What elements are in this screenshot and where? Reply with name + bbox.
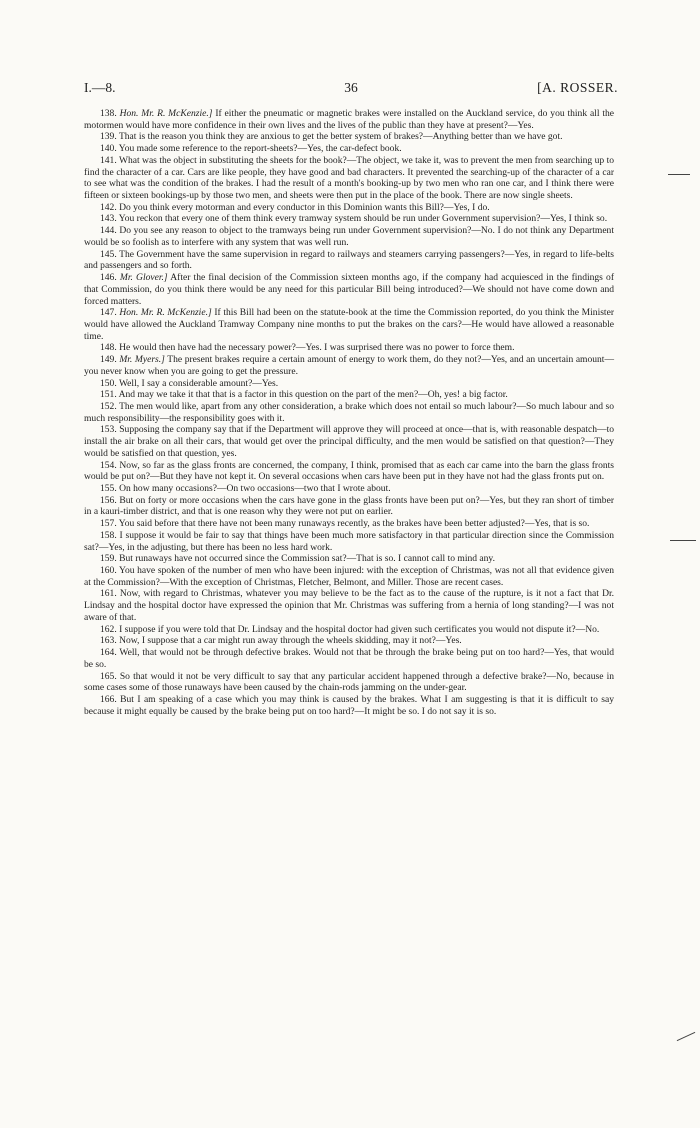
question-paragraph xyxy=(84,307,614,342)
question-text: Now, so far as the glass fronts are concerned, the company, I think, promised that as each car came into the barn the glass fronts would be put on?—But they have not kept it. On several occasions when cars have been put in they have not had the glass fronts put on. xyxy=(84,459,615,483)
question-text: But runaways have not occurred since the Commission sat?—That is so. I cannot call to mind any. xyxy=(119,553,495,565)
question-text: After the final decision of the Commission sixteen months ago, if the company had acquiesced in the findings of that Commission, do you think there would be any need for this particular Bill being introduced?—We should not have come down and forced matters. xyxy=(84,272,615,307)
question-text: The present brakes require a certain amount of energy to work them, do they not?—Yes, and an uncertain amount—you never know when you are going to get the pressure. xyxy=(84,354,614,377)
question-paragraph xyxy=(84,202,614,214)
question-paragraph xyxy=(84,483,614,495)
speaker-name: Mr. Myers.] xyxy=(119,354,165,366)
question-number: 164. xyxy=(100,647,117,659)
question-text: Supposing the company say that if the Department will approve they will proceed at once—that is, with reasonable despatch—to install the air brake on all their cars, that would get over the principal difficulty, and the men would be satisfied on that question?—They would be satisfied on that question, yes. xyxy=(84,424,615,459)
question-number: 139. xyxy=(100,131,117,143)
question-number: 156. xyxy=(100,494,117,506)
question-number: 160. xyxy=(100,565,117,577)
question-paragraph xyxy=(84,225,614,248)
question-text: But I am speaking of a case which you may think is caused by the brakes. What I am suggesting is that it is difficult to say because it might equally be caused by the brake being put on too hard?—It might be so. I do not say it is so. xyxy=(84,693,614,717)
question-paragraph xyxy=(84,213,614,225)
question-paragraph xyxy=(84,565,614,588)
question-number: 163. xyxy=(100,635,117,647)
question-number: 153. xyxy=(100,424,117,436)
question-text: The Government have the same supervision in regard to railways and steamers carrying passengers?—Yes, in regard to life-belts and passengers and so forth. xyxy=(84,248,614,272)
speaker-name: Hon. Mr. R. McKenzie.] xyxy=(119,307,212,319)
question-number: 155. xyxy=(100,483,117,494)
question-number: 150. xyxy=(100,377,117,389)
question-paragraph xyxy=(84,553,614,565)
question-number: 145. xyxy=(100,248,117,260)
question-paragraph xyxy=(84,272,614,307)
question-paragraph xyxy=(84,671,614,694)
question-paragraph xyxy=(84,143,614,155)
question-text: Well, I say a considerable amount?—Yes. xyxy=(118,377,279,389)
question-number: 151. xyxy=(100,389,117,401)
question-number: 152. xyxy=(100,400,117,412)
question-number: 144. xyxy=(100,225,117,237)
question-number: 143. xyxy=(100,213,117,225)
question-number: 138. xyxy=(100,108,117,119)
question-paragraph xyxy=(84,647,614,670)
question-text: If this Bill had been on the statute-book at the time the Commission reported, do you think the Minister would have allowed the Auckland Tramway Company nine months to put the brakes on the cars?—He would have allowed a reasonable time. xyxy=(84,307,615,342)
transcript-body xyxy=(84,108,614,717)
question-text: So that would it not be very difficult to say that any particular accident happened through a defective brake?—No, because in some cases some of those runaways have been caused by the chain-rods jamming on the under-gear. xyxy=(84,670,615,694)
question-text: He would then have had the necessary power?—Yes. I was surprised there was no power to force them. xyxy=(119,342,515,354)
question-paragraph xyxy=(84,518,614,530)
question-number: 154. xyxy=(100,459,117,471)
question-paragraph xyxy=(84,460,614,483)
question-paragraph xyxy=(84,249,614,272)
question-number: 146. xyxy=(100,272,117,284)
page-header xyxy=(84,80,618,98)
question-paragraph xyxy=(84,401,614,424)
question-text: Well, that would not be through defective brakes. Would not that be through the brake being put on too hard?—Yes, that would be so. xyxy=(84,647,615,670)
question-text: I suppose if you were told that Dr. Lindsay and the hospital doctor had given such certificates you would not dispute it?—No. xyxy=(119,623,600,635)
question-paragraph xyxy=(84,389,614,401)
question-text: If either the pneumatic or magnetic brakes were installed on the Auckland service, do you think all the motormen would have more confidence in their own lives and the lives of the public than they have at present?—Yes. xyxy=(84,108,615,131)
question-number: 149. xyxy=(100,354,117,366)
question-text: You reckon that every one of them think every tramway system should be run under Government supervision?—Yes, I think so. xyxy=(118,213,608,225)
question-paragraph xyxy=(84,495,614,518)
question-number: 159. xyxy=(100,553,117,565)
margin-mark xyxy=(668,174,690,175)
question-number: 166. xyxy=(100,693,117,705)
question-text: That is the reason you think they are anxious to get the better system of brakes?—Anything better than we have got. xyxy=(118,131,563,143)
question-text: But on forty or more occasions when the cars have gone in the glass fronts have been put on?—Yes, but they ran short of timber in a kauri-timber district, and that is one reason why they were not put on earlier. xyxy=(84,494,614,518)
question-text: On how many occasions?—On two occasions—two that I wrote about. xyxy=(119,483,391,494)
question-text: The men would like, apart from any other consideration, a brake which does not entail so much labour?—So much labour and so much responsibility—the responsibility goes with it. xyxy=(84,400,614,424)
question-number: 141. xyxy=(100,154,117,166)
question-text: You said before that there have not been many runaways recently, as the brakes have been better adjusted?—Yes, that is so. xyxy=(118,518,590,530)
question-paragraph xyxy=(84,378,614,390)
question-text: What was the object in substituting the sheets for the book?—The object, we take it, was to prevent the men from searching up to find the character of a car. Cars are like people, they have good and bad characters. It prevented the searching-up of the character of a car to see what was the condition of the brakes. I had the result of a month's booking-up by two men who ran one car, and I think there were fifteen or sixteen bookings-up by those two men, and sheets were then put in the place of the book. There are now single sheets. xyxy=(84,154,615,202)
margin-mark xyxy=(670,540,696,541)
question-number: 148. xyxy=(100,342,117,354)
question-paragraph xyxy=(84,342,614,354)
question-text: And may we take it that that is a factor in this question on the part of the men?—Oh, yes! a big factor. xyxy=(118,389,508,401)
page-number: 36 xyxy=(344,80,358,95)
document-reference: I.—8. xyxy=(84,80,116,95)
question-text: Now, I suppose that a car might run away through the wheels skidding, may it not?—Yes. xyxy=(119,635,462,647)
question-text: I suppose it would be fair to say that things have been much more satisfactory in that particular direction since the Commission sat?—Yes, in the adjusting, but there has been no less hard work. xyxy=(84,529,614,553)
question-paragraph xyxy=(84,131,614,143)
question-paragraph xyxy=(84,694,614,717)
question-paragraph xyxy=(84,108,614,131)
margin-mark xyxy=(677,1032,696,1041)
question-paragraph xyxy=(84,530,614,553)
question-text: Do you see any reason to object to the tramways being run under Government supervision?—No. I do not think any Department would be so foolish as to interfere with any system that was well run. xyxy=(84,225,614,248)
question-paragraph xyxy=(84,635,614,647)
speaker-name: Mr. Glover.] xyxy=(119,272,168,284)
question-paragraph xyxy=(84,354,614,377)
question-text: You have spoken of the number of men who have been injured: with the exception of Christmas, was not all that evidence given at the Commission?—With the exception of Christmas, Fletcher, Belmont, and Miller. Those are recent cases. xyxy=(84,565,614,588)
witness-name: [A. ROSSER. xyxy=(537,80,618,95)
question-number: 142. xyxy=(100,201,117,213)
question-text: You made some reference to the report-sheets?—Yes, the car-defect book. xyxy=(118,143,402,155)
question-number: 165. xyxy=(100,670,117,682)
question-text: Do you think every motorman and every conductor in this Dominion wants this Bill?—Yes, I do. xyxy=(119,201,490,213)
speaker-name: Hon. Mr. R. McKenzie.] xyxy=(119,108,213,119)
question-text: Now, with regard to Christmas, whatever you may believe to be the fact as to the cause of the rupture, is it not a fact that Dr. Lindsay and the hospital doctor have expressed the opinion that Mr. Christmas was suffering from a hernia of long standing?—I was not aware of that. xyxy=(84,588,614,623)
question-number: 161. xyxy=(100,588,117,600)
question-number: 147. xyxy=(100,307,117,319)
question-paragraph xyxy=(84,588,614,623)
question-paragraph xyxy=(84,155,614,202)
question-number: 162. xyxy=(100,623,117,635)
question-number: 140. xyxy=(100,143,117,155)
question-number: 158. xyxy=(100,529,117,541)
question-paragraph xyxy=(84,624,614,636)
question-number: 157. xyxy=(100,518,117,530)
question-paragraph xyxy=(84,424,614,459)
